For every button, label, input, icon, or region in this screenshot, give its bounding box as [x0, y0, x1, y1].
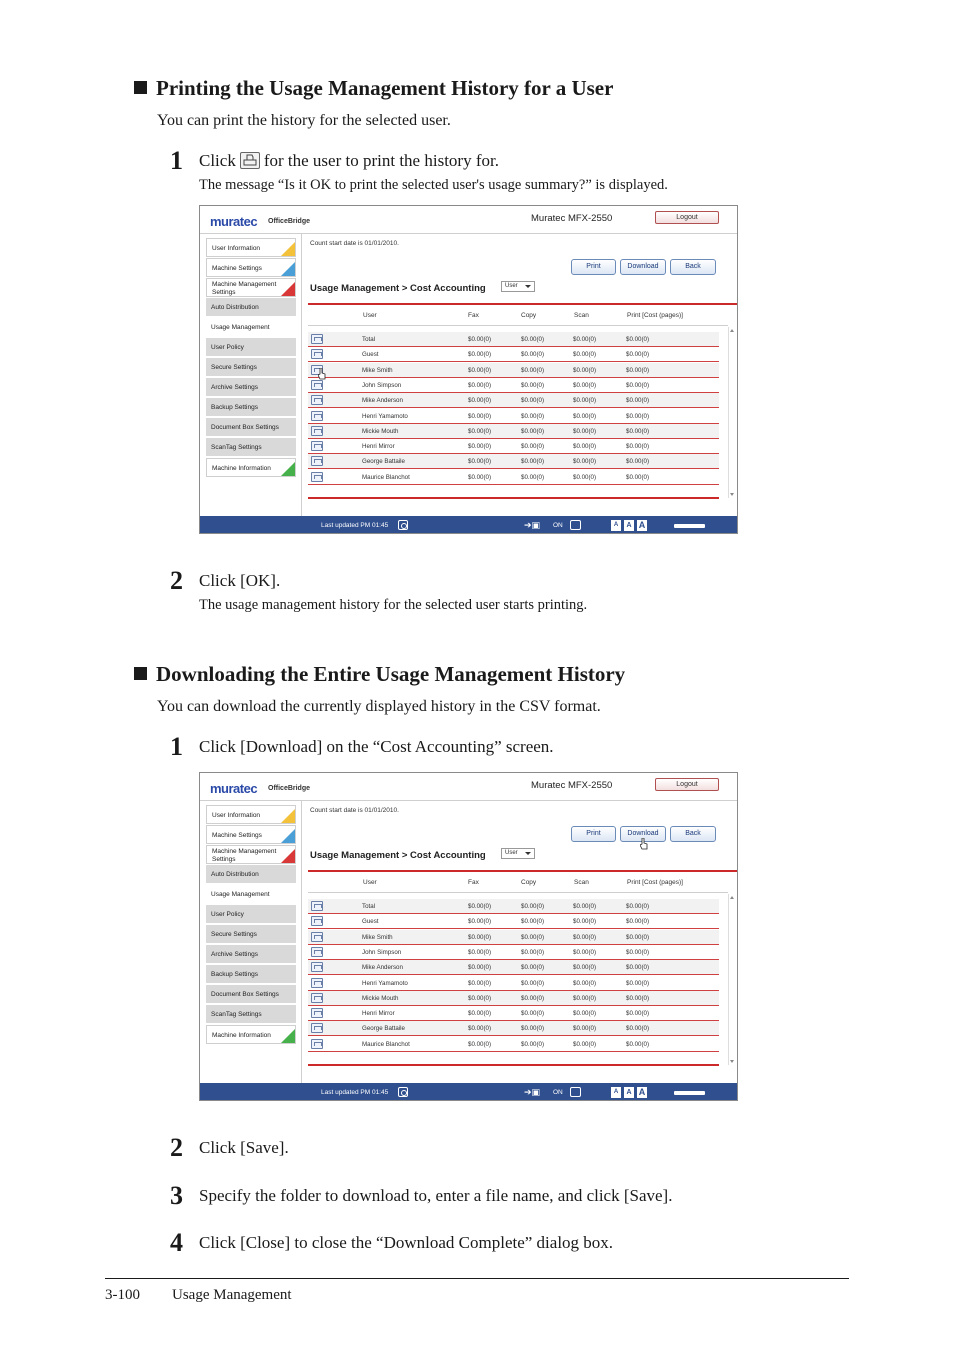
- model-name: Muratec MFX-2550: [531, 780, 613, 791]
- text-size-medium-button[interactable]: A: [624, 1087, 634, 1098]
- cell-print: $0.00(0): [626, 1025, 650, 1033]
- footer-rule: [105, 1278, 849, 1279]
- print-row-icon[interactable]: [311, 441, 323, 451]
- cell-copy: $0.00(0): [521, 1010, 545, 1018]
- cell-user: Guest: [362, 351, 379, 359]
- cell-scan: $0.00(0): [573, 397, 597, 405]
- screen-header: [200, 206, 737, 234]
- cell-scan: $0.00(0): [573, 1010, 597, 1018]
- cell-scan: $0.00(0): [573, 381, 597, 389]
- scroll-down-icon[interactable]: [730, 1060, 734, 1063]
- print-row-icon[interactable]: [311, 901, 323, 911]
- brand-logo-sub: OfficeBridge: [268, 785, 311, 792]
- sidebar-divider: [301, 234, 302, 516]
- column-header-user: User: [363, 312, 377, 319]
- print-row-icon[interactable]: [311, 334, 323, 344]
- print-row-icon[interactable]: [311, 978, 323, 988]
- cell-user: Mike Anderson: [362, 397, 403, 405]
- cell-print: $0.00(0): [626, 994, 650, 1002]
- cell-print: $0.00(0): [626, 351, 650, 359]
- cell-user: John Simpson: [362, 381, 402, 389]
- switch-icon[interactable]: [570, 520, 581, 530]
- cell-user: Total: [362, 903, 376, 910]
- column-header-copy: Copy: [521, 312, 537, 319]
- sidebar-item-auto-distribution[interactable]: Auto Distribution: [206, 298, 296, 317]
- print-row-icon[interactable]: [311, 1023, 323, 1033]
- table-row: [308, 470, 719, 485]
- cell-user: Mike Smith: [362, 366, 393, 374]
- table-row: [308, 332, 719, 347]
- table-row: [308, 914, 719, 929]
- print-history-icon: [240, 152, 260, 169]
- cell-fax: $0.00(0): [468, 473, 492, 481]
- cell-print: $0.00(0): [626, 933, 650, 941]
- print-row-icon[interactable]: [311, 962, 323, 972]
- cell-copy: $0.00(0): [521, 964, 545, 972]
- table-scrollbar[interactable]: [728, 894, 735, 1065]
- refresh-icon[interactable]: [398, 520, 408, 530]
- cell-scan: $0.00(0): [573, 948, 597, 956]
- cell-print: $0.00(0): [626, 381, 650, 389]
- on-status: ON: [553, 522, 563, 529]
- print-row-icon[interactable]: [311, 932, 323, 942]
- last-updated: Last updated PM 01:45: [321, 522, 389, 529]
- table-end-divider: [308, 1064, 719, 1066]
- cell-user: Henri Yamamoto: [362, 412, 408, 420]
- cell-fax: $0.00(0): [468, 351, 492, 359]
- cell-fax: $0.00(0): [468, 903, 492, 910]
- cell-scan: $0.00(0): [573, 994, 597, 1002]
- print-row-icon[interactable]: [311, 947, 323, 957]
- cell-user: John Simpson: [362, 948, 402, 956]
- table-row: [308, 899, 719, 914]
- sidebar-item-user-policy[interactable]: User Policy: [206, 338, 296, 357]
- cell-scan: $0.00(0): [573, 443, 597, 451]
- text-size-small-button[interactable]: A: [611, 520, 621, 531]
- download-button[interactable]: Download: [620, 826, 666, 842]
- table-row: [308, 454, 719, 469]
- cell-fax: $0.00(0): [468, 948, 492, 956]
- cell-fax: $0.00(0): [468, 979, 492, 987]
- text-size-medium-button[interactable]: A: [624, 520, 634, 531]
- cell-user: Henri Mirror: [362, 1010, 395, 1018]
- cell-print: $0.00(0): [626, 443, 650, 451]
- cell-copy: $0.00(0): [521, 397, 545, 405]
- header-divider: [308, 303, 737, 305]
- bullet-square-icon: [134, 81, 147, 94]
- column-header-scan: Scan: [574, 312, 589, 319]
- section-intro: You can print the history for the selected user.: [157, 112, 451, 129]
- sidebar-item-archive-settings[interactable]: Archive Settings: [206, 945, 296, 964]
- print-button[interactable]: Print: [571, 826, 616, 842]
- print-row-icon[interactable]: [311, 993, 323, 1003]
- back-button[interactable]: Back: [670, 826, 716, 842]
- status-bar: [200, 1083, 737, 1101]
- cell-scan: $0.00(0): [573, 473, 597, 481]
- sidebar-item-machine-management-settings[interactable]: Machine Management Settings: [206, 845, 296, 864]
- print-row-icon[interactable]: [311, 1008, 323, 1018]
- cell-copy: $0.00(0): [521, 381, 545, 389]
- download-button[interactable]: Download: [620, 259, 666, 275]
- cell-user: Mickie Mouth: [362, 994, 399, 1002]
- scroll-down-icon[interactable]: [730, 493, 734, 496]
- cell-scan: $0.00(0): [573, 979, 597, 987]
- cell-copy: $0.00(0): [521, 933, 545, 941]
- cell-copy: $0.00(0): [521, 366, 545, 374]
- switch-icon[interactable]: [570, 1087, 581, 1097]
- cell-print: $0.00(0): [626, 1010, 650, 1018]
- cell-fax: $0.00(0): [468, 397, 492, 405]
- cell-print: $0.00(0): [626, 366, 650, 374]
- brand-logo-sub: OfficeBridge: [268, 218, 311, 225]
- step-note: The message “Is it OK to print the selected user's usage summary?” is displayed.: [199, 177, 668, 193]
- page-number: 3-100: [105, 1287, 140, 1303]
- breadcrumb: Usage Management > Cost Accounting: [310, 283, 486, 294]
- step-number: 1: [170, 146, 183, 175]
- step-text: Click for the user to print the history for.: [199, 151, 499, 170]
- screenshot-cost-accounting-download: [199, 772, 738, 1101]
- back-button[interactable]: Back: [670, 259, 716, 275]
- header-underline: [308, 325, 728, 326]
- sidebar-item-backup-settings[interactable]: Backup Settings: [206, 965, 296, 984]
- print-button[interactable]: Print: [571, 259, 616, 275]
- cell-scan: $0.00(0): [573, 918, 597, 926]
- cell-fax: $0.00(0): [468, 381, 492, 389]
- sidebar-item-secure-settings[interactable]: Secure Settings: [206, 358, 296, 377]
- cell-user: George Battaile: [362, 458, 405, 466]
- cell-fax: $0.00(0): [468, 412, 492, 420]
- cell-print: $0.00(0): [626, 918, 650, 926]
- step-number: 3: [170, 1181, 183, 1210]
- print-row-icon[interactable]: [311, 1039, 323, 1049]
- print-row-icon[interactable]: [311, 395, 323, 405]
- sidebar-item-usage-management[interactable]: Usage Management: [206, 885, 296, 904]
- header-underline: [308, 892, 728, 893]
- sidebar-item-backup-settings[interactable]: Backup Settings: [206, 398, 296, 417]
- cell-scan: $0.00(0): [573, 1040, 597, 1048]
- cell-user: Mickie Mouth: [362, 427, 399, 435]
- cell-copy: $0.00(0): [521, 412, 545, 420]
- hand-cursor-icon: [318, 368, 326, 380]
- sidebar-item-usage-management[interactable]: Usage Management: [206, 318, 296, 337]
- cell-user: George Battaile: [362, 1025, 405, 1033]
- step-number: 1: [170, 732, 183, 761]
- logout-button[interactable]: Logout: [655, 211, 719, 224]
- refresh-icon[interactable]: [398, 1087, 408, 1097]
- cell-user: Guest: [362, 918, 379, 926]
- cell-print: $0.00(0): [626, 979, 650, 987]
- step-text: Click [Save].: [199, 1138, 289, 1157]
- cell-user: Mike Anderson: [362, 964, 403, 972]
- sidebar-menu: [206, 805, 296, 1045]
- transfer-icon: ➔▣: [524, 520, 541, 530]
- sidebar-item-machine-information[interactable]: Machine Information: [206, 1025, 296, 1044]
- cell-copy: $0.00(0): [521, 458, 545, 466]
- logout-button[interactable]: Logout: [655, 778, 719, 791]
- brand-logo: muratec: [210, 781, 258, 796]
- section-intro: You can download the currently displayed history in the CSV format.: [157, 698, 601, 715]
- cell-copy: $0.00(0): [521, 336, 545, 343]
- table-row: [308, 1037, 719, 1052]
- table-row: [308, 976, 719, 991]
- print-row-icon[interactable]: [311, 349, 323, 359]
- text-size-small-button[interactable]: A: [611, 1087, 621, 1098]
- table-row: [308, 960, 719, 975]
- print-row-icon[interactable]: [311, 472, 323, 482]
- cell-copy: $0.00(0): [521, 948, 545, 956]
- table-row: [308, 1006, 719, 1021]
- sidebar-menu: [206, 238, 296, 478]
- cell-copy: $0.00(0): [521, 903, 545, 910]
- cell-copy: $0.00(0): [521, 443, 545, 451]
- screen-header: [200, 773, 737, 801]
- cell-fax: $0.00(0): [468, 918, 492, 926]
- table-row: [308, 393, 719, 408]
- column-header-user: User: [363, 879, 377, 886]
- table-row: [308, 930, 719, 945]
- step-text: Click [Close] to close the “Download Complete” dialog box.: [199, 1233, 614, 1252]
- print-row-icon[interactable]: [311, 456, 323, 466]
- cell-scan: $0.00(0): [573, 427, 597, 435]
- bullet-square-icon: [134, 667, 147, 680]
- count-start-date: Count start date is 01/01/2010.: [310, 240, 399, 247]
- transfer-icon: ➔▣: [524, 1087, 541, 1097]
- table-row: [308, 991, 719, 1006]
- table-row: [308, 347, 719, 362]
- text-size-large-button[interactable]: A: [638, 1087, 646, 1097]
- cell-scan: $0.00(0): [573, 458, 597, 466]
- section-title-download: Downloading the Entire Usage Management History: [134, 662, 625, 687]
- cell-print: $0.00(0): [626, 397, 650, 405]
- sidebar-item-machine-settings[interactable]: Machine Settings: [206, 825, 296, 844]
- cell-copy: $0.00(0): [521, 351, 545, 359]
- table-row: [308, 424, 719, 439]
- cell-print: $0.00(0): [626, 903, 650, 910]
- print-row-icon[interactable]: [311, 916, 323, 926]
- cell-copy: $0.00(0): [521, 473, 545, 481]
- cell-copy: $0.00(0): [521, 994, 545, 1002]
- cell-fax: $0.00(0): [468, 443, 492, 451]
- column-header-scan: Scan: [574, 879, 589, 886]
- step-number: 2: [170, 566, 183, 595]
- cell-print: $0.00(0): [626, 948, 650, 956]
- footer-section-name: Usage Management: [172, 1287, 292, 1303]
- step-text: Click [OK].: [199, 571, 281, 590]
- user-select[interactable]: User: [501, 848, 535, 859]
- step-note: The usage management history for the selected user starts printing.: [199, 597, 588, 613]
- column-header-print: Print [Cost (pages)]: [627, 879, 683, 886]
- column-header-fax: Fax: [468, 312, 479, 319]
- user-select[interactable]: User: [501, 281, 535, 292]
- cell-fax: $0.00(0): [468, 933, 492, 941]
- sidebar-divider: [301, 801, 302, 1083]
- cell-fax: $0.00(0): [468, 964, 492, 972]
- cell-fax: $0.00(0): [468, 336, 492, 343]
- sidebar-item-user-information[interactable]: User Information: [206, 238, 296, 257]
- column-header-copy: Copy: [521, 879, 537, 886]
- print-row-icon[interactable]: [311, 411, 323, 421]
- print-row-icon[interactable]: [311, 380, 323, 390]
- cell-scan: $0.00(0): [573, 933, 597, 941]
- table-scrollbar[interactable]: [728, 327, 735, 498]
- table-row: [308, 378, 719, 393]
- cell-user: Henri Mirror: [362, 443, 395, 451]
- table-end-divider: [308, 497, 719, 499]
- cell-print: $0.00(0): [626, 964, 650, 972]
- sidebar-item-archive-settings[interactable]: Archive Settings: [206, 378, 296, 397]
- breadcrumb: Usage Management > Cost Accounting: [310, 850, 486, 861]
- cell-copy: $0.00(0): [521, 1025, 545, 1033]
- cell-copy: $0.00(0): [521, 1040, 545, 1048]
- sidebar-item-machine-information[interactable]: Machine Information: [206, 458, 296, 477]
- scroll-up-icon[interactable]: [730, 896, 734, 899]
- sidebar-item-machine-management-settings[interactable]: Machine Management Settings: [206, 278, 296, 297]
- table-row: [308, 363, 719, 378]
- cell-fax: $0.00(0): [468, 366, 492, 374]
- sidebar-item-user-information[interactable]: User Information: [206, 805, 296, 824]
- sidebar-item-secure-settings[interactable]: Secure Settings: [206, 925, 296, 944]
- text-size-large-button[interactable]: A: [638, 520, 646, 530]
- cell-scan: $0.00(0): [573, 351, 597, 359]
- progress-indicator: [674, 1091, 705, 1095]
- step-number: 2: [170, 1133, 183, 1162]
- cell-user: Maurice Blanchot: [362, 1040, 410, 1048]
- cell-scan: $0.00(0): [573, 903, 597, 910]
- cell-print: $0.00(0): [626, 412, 650, 420]
- sidebar-item-auto-distribution[interactable]: Auto Distribution: [206, 865, 296, 884]
- table-row: [308, 1021, 719, 1036]
- cell-print: $0.00(0): [626, 458, 650, 466]
- model-name: Muratec MFX-2550: [531, 213, 613, 224]
- cell-print: $0.00(0): [626, 427, 650, 435]
- cell-user: Total: [362, 336, 376, 343]
- print-row-icon[interactable]: [311, 426, 323, 436]
- cell-fax: $0.00(0): [468, 1010, 492, 1018]
- cell-scan: $0.00(0): [573, 366, 597, 374]
- section-title-print: Printing the Usage Management History for a User: [134, 76, 613, 101]
- column-header-fax: Fax: [468, 879, 479, 886]
- step-number: 4: [170, 1228, 183, 1257]
- cell-print: $0.00(0): [626, 336, 650, 343]
- sidebar-item-scantag-settings[interactable]: ScanTag Settings: [206, 1005, 296, 1024]
- cell-copy: $0.00(0): [521, 427, 545, 435]
- cell-print: $0.00(0): [626, 473, 650, 481]
- sidebar-item-document-box-settings[interactable]: Document Box Settings: [206, 985, 296, 1004]
- on-status: ON: [553, 1089, 563, 1096]
- cell-fax: $0.00(0): [468, 994, 492, 1002]
- column-header-print: Print [Cost (pages)]: [627, 312, 683, 319]
- progress-indicator: [674, 524, 705, 528]
- table-row: [308, 409, 719, 424]
- hand-cursor-icon: [640, 838, 648, 850]
- sidebar-item-document-box-settings[interactable]: Document Box Settings: [206, 418, 296, 437]
- sidebar-item-machine-settings[interactable]: Machine Settings: [206, 258, 296, 277]
- cell-user: Mike Smith: [362, 933, 393, 941]
- cell-user: Henri Yamamoto: [362, 979, 408, 987]
- cell-fax: $0.00(0): [468, 458, 492, 466]
- last-updated: Last updated PM 01:45: [321, 1089, 389, 1096]
- cell-print: $0.00(0): [626, 1040, 650, 1048]
- screenshot-cost-accounting-print: [199, 205, 738, 534]
- step-text: Specify the folder to download to, enter a file name, and click [Save].: [199, 1186, 673, 1205]
- cell-scan: $0.00(0): [573, 336, 597, 343]
- header-divider: [308, 870, 737, 872]
- sidebar-item-scantag-settings[interactable]: ScanTag Settings: [206, 438, 296, 457]
- step-text: Click [Download] on the “Cost Accounting” screen.: [199, 737, 554, 756]
- cell-copy: $0.00(0): [521, 918, 545, 926]
- cell-fax: $0.00(0): [468, 1040, 492, 1048]
- cell-scan: $0.00(0): [573, 964, 597, 972]
- cell-scan: $0.00(0): [573, 412, 597, 420]
- cell-user: Maurice Blanchot: [362, 473, 410, 481]
- table-row: [308, 439, 719, 454]
- scroll-up-icon[interactable]: [730, 329, 734, 332]
- status-bar: [200, 516, 737, 534]
- cell-copy: $0.00(0): [521, 979, 545, 987]
- cell-fax: $0.00(0): [468, 427, 492, 435]
- table-row: [308, 945, 719, 960]
- cell-fax: $0.00(0): [468, 1025, 492, 1033]
- count-start-date: Count start date is 01/01/2010.: [310, 807, 399, 814]
- sidebar-item-user-policy[interactable]: User Policy: [206, 905, 296, 924]
- brand-logo: muratec: [210, 214, 258, 229]
- cell-scan: $0.00(0): [573, 1025, 597, 1033]
